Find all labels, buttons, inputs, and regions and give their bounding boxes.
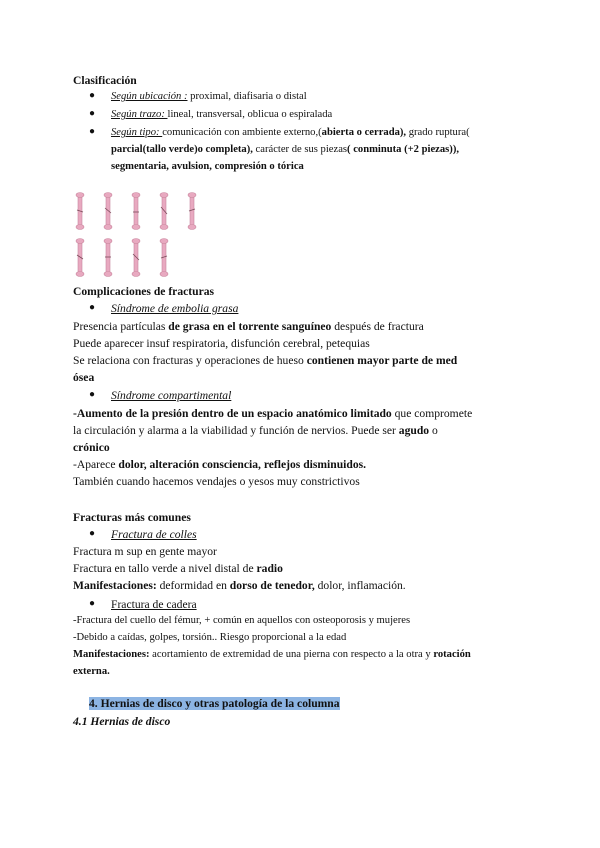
bone-fracture-types-figure: [70, 192, 205, 280]
compartimental-heading: Síndrome compartimental: [111, 389, 232, 402]
compartimental-p4: [73, 456, 560, 473]
colles-p1: Fractura m sup en gente mayor: [73, 545, 217, 558]
text: dolor, inflamación.: [314, 579, 406, 592]
bullet-icon: ●: [89, 108, 96, 119]
text: que compromete: [391, 407, 473, 420]
clasificacion-item-tipo-line3: segmentaria, avulsion, compresión o tórica: [111, 161, 304, 172]
bone-icon: [104, 239, 112, 277]
text: acortamiento de extremidad de una pierna con respecto a la otra y: [149, 649, 434, 660]
bold-text: radio: [256, 562, 283, 575]
text: la circulación y alarma a la viabilidad y función de nervios. Puede ser: [73, 424, 399, 437]
clasificacion-item-trazo: [111, 106, 560, 123]
bold-text: dolor, alteración consciencia, reflejos disminuidos.: [118, 458, 367, 471]
bullet-icon: ●: [89, 598, 96, 609]
item-bold: abierta o cerrada),: [321, 127, 407, 138]
cadera-p2: -Debido a caídas, golpes, torsión.. Riesgo proporcional a la edad: [73, 632, 347, 643]
cadera-p1: -Fractura del cuello del fémur, + común en aquellos con osteoporosis y mujeres: [73, 615, 411, 626]
section-4-heading: [89, 695, 560, 712]
embolia-heading: Síndrome de embolia grasa: [111, 302, 239, 315]
cadera-p4: externa.: [73, 666, 110, 677]
text: Se relaciona con fracturas y operaciones de hueso: [73, 354, 307, 367]
bullet-icon: ●: [89, 302, 96, 313]
highlighted-heading: 4. Hernias de disco y otras patología de la columna: [89, 697, 340, 710]
item-text: comunicación con ambiente externo,(: [162, 127, 322, 138]
text: o: [429, 424, 438, 437]
text: después de fractura: [331, 320, 424, 333]
colles-p2: [73, 560, 560, 577]
embolia-p1: [73, 318, 560, 335]
bone-icon: [76, 239, 84, 277]
clasificacion-title: Clasificación: [73, 74, 137, 87]
embolia-p3-cont: ósea: [73, 371, 95, 384]
text: Presencia partículas: [73, 320, 169, 333]
complicaciones-title: Complicaciones de fracturas: [73, 285, 215, 298]
bone-icon: [132, 193, 140, 230]
fracturas-title: Fracturas más comunes: [73, 511, 191, 524]
embolia-p2: Puede aparecer insuf respiratoria, disfunción cerebral, petequias: [73, 337, 370, 350]
clasificacion-item-tipo: [111, 124, 560, 141]
bullet-icon: ●: [89, 528, 96, 539]
cadera-p3: [73, 646, 560, 663]
clasificacion-item-ubicacion: [111, 88, 560, 105]
compartimental-p3: crónico: [73, 441, 110, 454]
bullet-icon: ●: [89, 389, 96, 400]
section-4-1-heading: 4.1 Hernias de disco: [73, 715, 171, 728]
bold-text: agudo: [398, 424, 430, 437]
colles-heading: Fractura de colles: [111, 528, 197, 541]
item-label: Según trazo:: [111, 109, 168, 120]
embolia-p3: [73, 352, 560, 369]
bold-text: Manifestaciones:: [73, 649, 150, 660]
bold-text: rotación: [433, 649, 471, 660]
bold-text: Manifestaciones:: [73, 579, 157, 592]
item-text: grado ruptura(: [406, 127, 470, 138]
bold-text: dorso de tenedor,: [229, 579, 315, 592]
item-text: lineal, transversal, oblicua o espiralada: [167, 109, 333, 120]
bold-text: contienen mayor parte de med: [306, 354, 458, 367]
bold-text: -Aumento de la presión dentro de un espacio anatómico limitado: [73, 407, 392, 420]
item-bold: parcial(tallo verde)o completa),: [111, 144, 253, 155]
item-text: carácter de sus piezas: [252, 144, 348, 155]
bullet-icon: ●: [89, 90, 96, 101]
compartimental-p5: También cuando hacemos vendajes o yesos muy constrictivos: [73, 475, 360, 488]
compartimental-p1: [73, 405, 560, 422]
bullet-icon: ●: [89, 126, 96, 137]
text: -Aparece: [73, 458, 119, 471]
item-label: Según tipo:: [111, 127, 163, 138]
cadera-heading: Fractura de cadera: [111, 598, 197, 611]
item-label: Según ubicación :: [111, 91, 188, 102]
bone-icon: [160, 239, 168, 277]
bold-text: de grasa en el torrente sanguíneo: [168, 320, 332, 333]
item-text: proximal, diafisaria o distal: [190, 91, 307, 102]
clasificacion-item-tipo-line2: [111, 141, 560, 158]
item-bold: ( conminuta (+2 piezas)),: [347, 144, 459, 155]
colles-p3: [73, 577, 560, 594]
compartimental-p2: [73, 422, 560, 439]
text: deformidad en: [156, 579, 230, 592]
text: Fractura en tallo verde a nivel distal de: [73, 562, 257, 575]
